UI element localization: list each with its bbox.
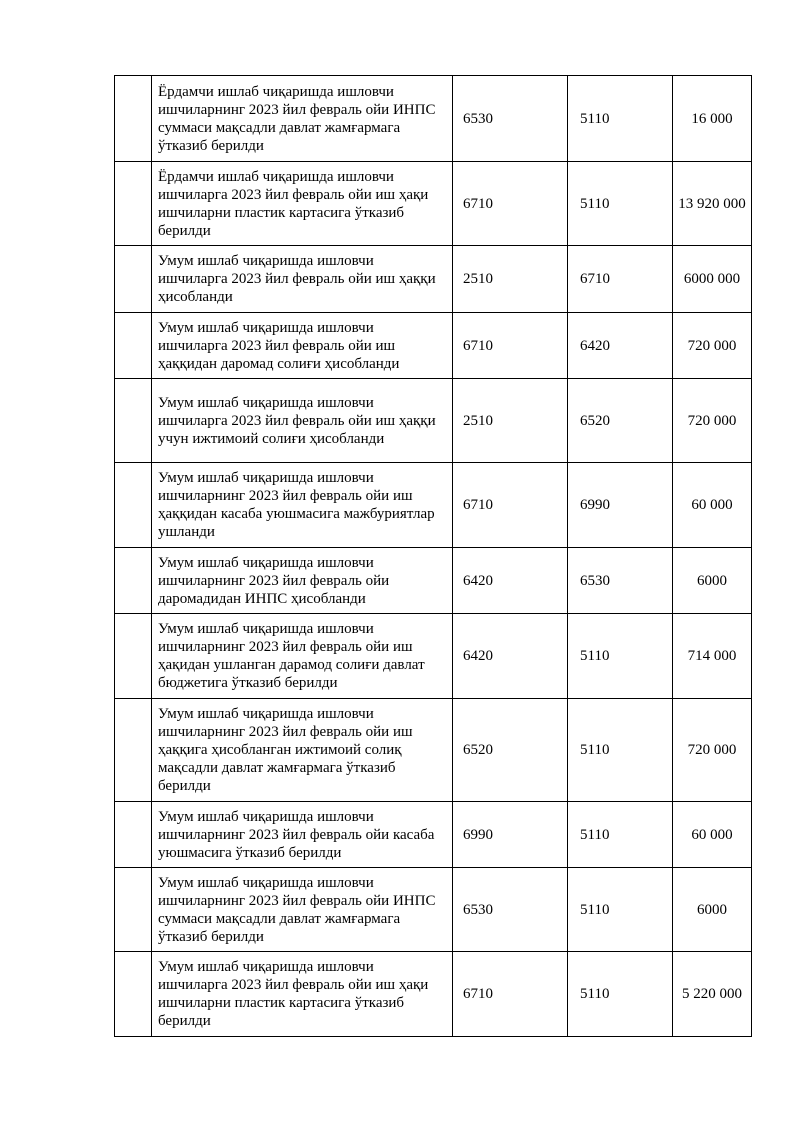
table-row (115, 246, 752, 313)
description-cell: Умум ишлаб чиқаришда ишловчи ишчиларнинг 2023 йил февраль ойи даромадидан ИНПС ҳисобланди (152, 548, 453, 614)
table-row (115, 699, 752, 802)
credit-account-cell: 6710 (568, 246, 673, 313)
table-row (115, 76, 752, 162)
description-cell: Умум ишлаб чиқаришда ишловчи ишчиларнинг 2023 йил февраль ойи иш ҳаққига ҳисобланган ижтимоий солиқ мақсадли давлат жамғармага ўтказиб берилди (152, 699, 453, 802)
amount-cell: 6000 (673, 868, 752, 952)
amount-cell: 13 920 000 (673, 162, 752, 246)
credit-account-cell: 5110 (568, 802, 673, 868)
debit-account-cell: 6710 (453, 313, 568, 379)
table-row (115, 802, 752, 868)
amount-cell: 60 000 (673, 463, 752, 548)
row-number-cell (115, 162, 152, 246)
row-number-cell (115, 952, 152, 1037)
amount-cell: 5 220 000 (673, 952, 752, 1037)
accounting-entries-table (114, 75, 752, 1037)
table-row (115, 868, 752, 952)
debit-account-cell: 6990 (453, 802, 568, 868)
debit-account-cell: 6420 (453, 548, 568, 614)
description-cell: Ёрдамчи ишлаб чиқаришда ишловчи ишчиларнинг 2023 йил февраль ойи ИНПС суммаси мақсадли давлат жамғармага ўтказиб берилди (152, 76, 453, 162)
credit-account-cell: 6530 (568, 548, 673, 614)
amount-cell: 720 000 (673, 379, 752, 463)
amount-cell: 6000 (673, 548, 752, 614)
description-cell: Ёрдамчи ишлаб чиқаришда ишловчи ишчиларга 2023 йил февраль ойи иш ҳақи ишчиларни пластик картасига ўтказиб берилди (152, 162, 453, 246)
credit-account-cell: 5110 (568, 952, 673, 1037)
credit-account-cell: 5110 (568, 868, 673, 952)
amount-cell: 720 000 (673, 313, 752, 379)
table-row (115, 614, 752, 699)
description-cell: Умум ишлаб чиқаришда ишловчи ишчиларга 2023 йил февраль ойи иш ҳаққи учун ижтимоий солиғи ҳисобланди (152, 379, 453, 463)
description-cell: Умум ишлаб чиқаришда ишловчи ишчиларнинг 2023 йил февраль ойи ИНПС суммаси мақсадли давлат жамғармага ўтказиб берилди (152, 868, 453, 952)
credit-account-cell: 5110 (568, 614, 673, 699)
credit-account-cell: 6520 (568, 379, 673, 463)
debit-account-cell: 6420 (453, 614, 568, 699)
debit-account-cell: 6710 (453, 463, 568, 548)
amount-cell: 16 000 (673, 76, 752, 162)
debit-account-cell: 6710 (453, 952, 568, 1037)
description-cell: Умум ишлаб чиқаришда ишловчи ишчиларга 2023 йил февраль ойи иш ҳаққи ҳисобланди (152, 246, 453, 313)
amount-cell: 714 000 (673, 614, 752, 699)
debit-account-cell: 6520 (453, 699, 568, 802)
credit-account-cell: 5110 (568, 76, 673, 162)
row-number-cell (115, 463, 152, 548)
table-row (115, 313, 752, 379)
description-cell: Умум ишлаб чиқаришда ишловчи ишчиларга 2023 йил февраль ойи иш ҳаққидан даромад солиғи ҳисобланди (152, 313, 453, 379)
row-number-cell (115, 379, 152, 463)
amount-cell: 6000 000 (673, 246, 752, 313)
debit-account-cell: 6530 (453, 76, 568, 162)
credit-account-cell: 6990 (568, 463, 673, 548)
row-number-cell (115, 313, 152, 379)
row-number-cell (115, 802, 152, 868)
table-row (115, 162, 752, 246)
row-number-cell (115, 614, 152, 699)
description-cell: Умум ишлаб чиқаришда ишловчи ишчиларга 2023 йил февраль ойи иш ҳақи ишчиларни пластик картасига ўтказиб берилди (152, 952, 453, 1037)
credit-account-cell: 5110 (568, 162, 673, 246)
table-row (115, 463, 752, 548)
table-row (115, 379, 752, 463)
description-cell: Умум ишлаб чиқаришда ишловчи ишчиларнинг 2023 йил февраль ойи иш ҳақидан ушланган дарамод солиғи давлат бюджетига ўтказиб берилди (152, 614, 453, 699)
amount-cell: 720 000 (673, 699, 752, 802)
debit-account-cell: 2510 (453, 379, 568, 463)
debit-account-cell: 6710 (453, 162, 568, 246)
amount-cell: 60 000 (673, 802, 752, 868)
row-number-cell (115, 868, 152, 952)
table-row (115, 952, 752, 1037)
row-number-cell (115, 76, 152, 162)
row-number-cell (115, 699, 152, 802)
row-number-cell (115, 548, 152, 614)
credit-account-cell: 6420 (568, 313, 673, 379)
table-row (115, 548, 752, 614)
row-number-cell (115, 246, 152, 313)
description-cell: Умум ишлаб чиқаришда ишловчи ишчиларнинг 2023 йил февраль ойи иш ҳаққидан касаба уюшмасига мажбуриятлар ушланди (152, 463, 453, 548)
description-cell: Умум ишлаб чиқаришда ишловчи ишчиларнинг 2023 йил февраль ойи касаба уюшмасига ўтказиб берилди (152, 802, 453, 868)
debit-account-cell: 6530 (453, 868, 568, 952)
debit-account-cell: 2510 (453, 246, 568, 313)
credit-account-cell: 5110 (568, 699, 673, 802)
